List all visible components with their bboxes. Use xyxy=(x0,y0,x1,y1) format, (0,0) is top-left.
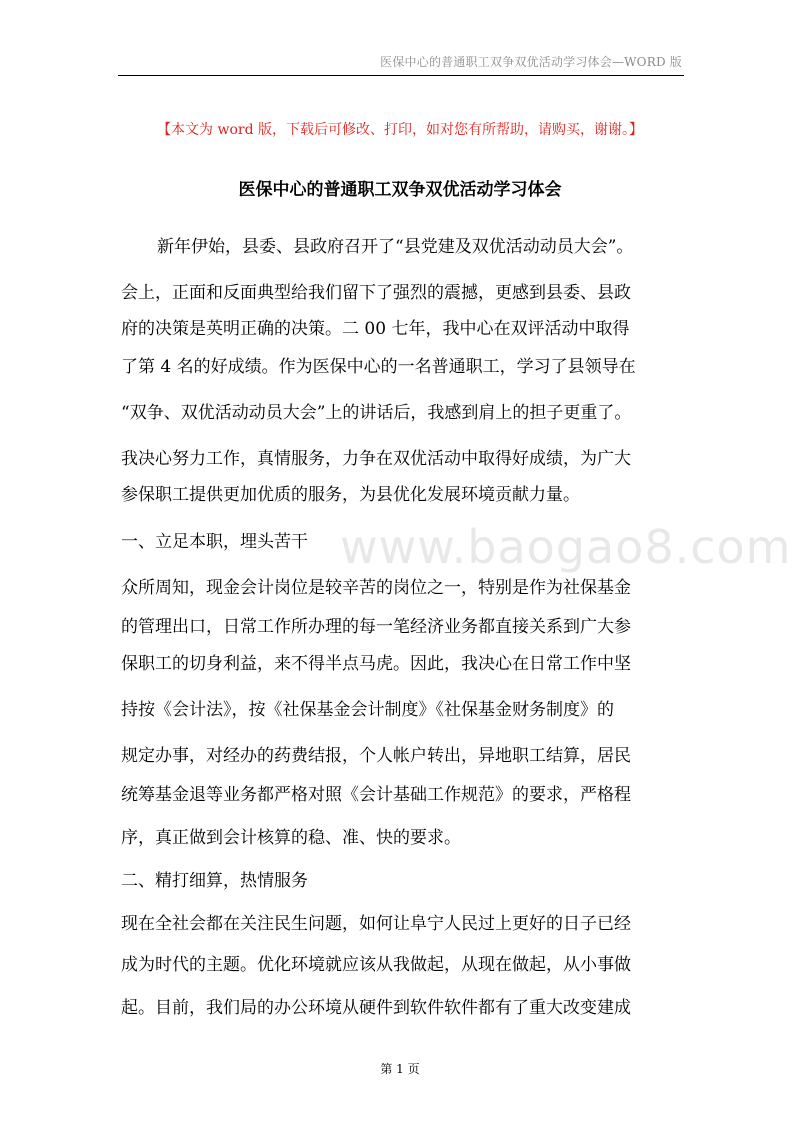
paragraph-line: 参保职工提供更加优质的服务，为县优化发展环境贡献力量。 xyxy=(121,485,580,505)
download-notice: 【本文为 word 版，下载后可修改、打印，如对您有所帮助，请购买，谢谢。】 xyxy=(157,122,643,138)
paragraph-line: 我决心努力工作，真情服务，力争在双优活动中取得好成绩，为广大 xyxy=(121,449,631,469)
section-heading: 二、精打细算，热情服务 xyxy=(121,871,308,891)
paragraph-line: 了第 4 名的好成绩。作为医保中心的一名普通职工，学习了县领导在 xyxy=(121,357,636,377)
document-title: 医保中心的普通职工双争双优活动学习体会 xyxy=(238,180,562,200)
paragraph-line: 众所周知，现金会计岗位是较辛苦的岗位之一，特别是作为社保基金 xyxy=(121,578,631,598)
watermark: www.baogao8.com xyxy=(340,520,792,574)
paragraph-line: 成为时代的主题。优化环境就应该从我做起，从现在做起，从小事做 xyxy=(121,955,631,975)
paragraph-line: “双争、双优活动动员大会”上的讲话后，我感到肩上的担子更重了。 xyxy=(121,403,632,423)
paragraph-line: 府的决策是英明正确的决策。二 00 七年，我中心在双评活动中取得 xyxy=(121,319,630,339)
section-heading: 一、立足本职，埋头苦干 xyxy=(121,532,308,552)
paragraph-line: 的管理出口，日常工作所办理的每一笔经济业务都直接关系到广大参 xyxy=(121,617,631,637)
paragraph-line: 会上，正面和反面典型给我们留下了强烈的震撼，更感到县委、县政 xyxy=(121,283,631,303)
paragraph-line: 现在全社会都在关注民生问题，如何让阜宁人民过上更好的日子已经 xyxy=(121,914,631,934)
header-divider xyxy=(118,75,684,76)
paragraph-line: 统筹基金退等业务都严格对照《会计基础工作规范》的要求，严格程 xyxy=(121,785,631,805)
paragraph-line: 序，真正做到会计核算的稳、准、快的要求。 xyxy=(121,828,461,848)
paragraph-line: 保职工的切身利益，来不得半点马虎。因此，我决心在日常工作中坚 xyxy=(121,654,631,674)
paragraph-line: 起。目前，我们局的办公环境从硬件到软件软件都有了重大改变建成 xyxy=(121,998,631,1018)
paragraph-line: 新年伊始，县委、县政府召开了“县党建及双优活动动员大会”。 xyxy=(157,237,634,257)
running-header: 医保中心的普通职工双争双优活动学习体会—WORD 版 xyxy=(380,55,682,69)
paragraph-line: 规定办事，对经办的药费结报，个人帐户转出，异地职工结算，居民 xyxy=(121,746,631,766)
page-number: 第 1 页 xyxy=(380,1062,420,1076)
paragraph-line: 持按《会计法》，按《社保基金会计制度》《社保基金财务制度》的 xyxy=(121,700,614,720)
